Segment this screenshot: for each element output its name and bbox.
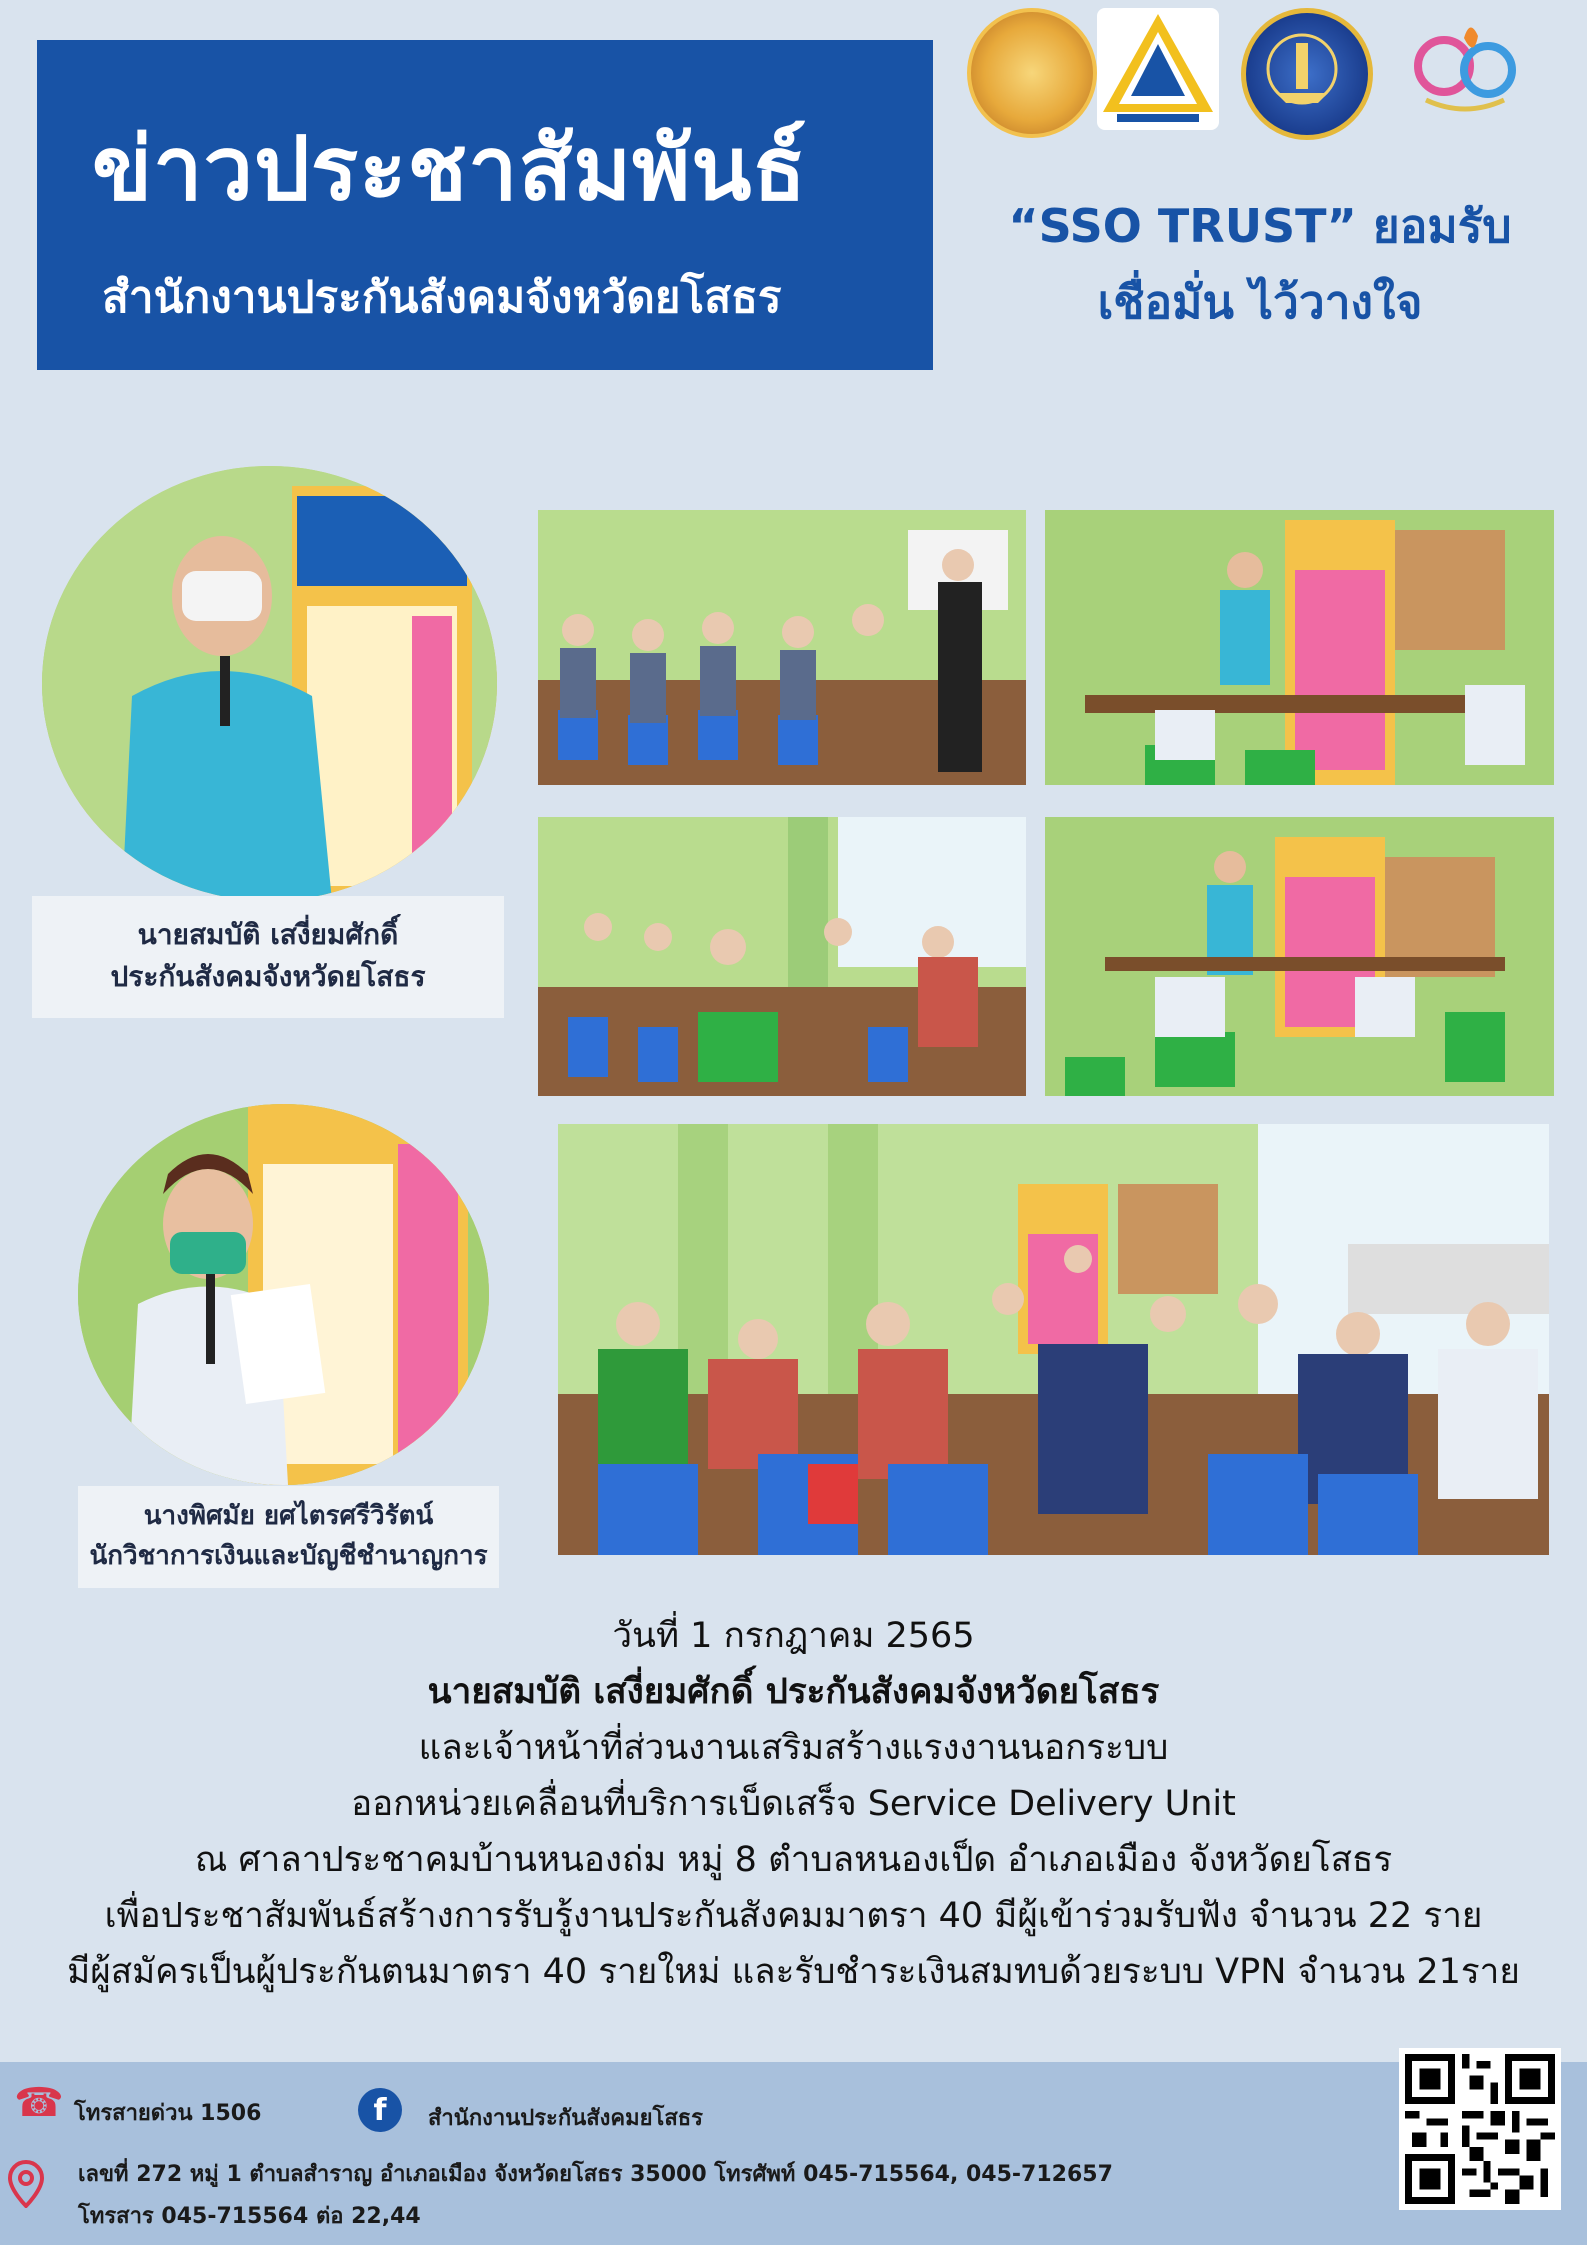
provincial-seal-logo	[1241, 8, 1373, 140]
caption-director-name: นายสมบัติ เสงี่ยมศักดิ์	[137, 918, 399, 951]
caption-director	[32, 896, 504, 1018]
article-date: วันที่ 1 กรกฎาคม 2565	[612, 1616, 975, 1656]
page-subtitle: สำนักงานประกันสังคมจังหวัดยโสธร	[102, 272, 782, 323]
facebook-page-link[interactable]: สำนักงานประกันสังคมยโสธร	[428, 2106, 703, 2131]
slogan-line-1: “SSO TRUST” ยอมรับ	[1008, 199, 1512, 253]
caption-director-title: ประกันสังคมจังหวัดยโสธร	[110, 960, 426, 993]
article-line-5: มีผู้สมัครเป็นผู้ประกันตนมาตรา 40 รายใหม่ และรับชำระเงินสมทบด้วยระบบ VPN จำนวน 21ราย	[67, 1952, 1520, 1992]
caption-officer-name: นางพิศมัย ยศไตรศรีวิรัตน์	[143, 1501, 434, 1531]
fax-text: โทรสาร 045-715564 ต่อ 22,44	[78, 2204, 421, 2229]
portrait-director	[42, 466, 497, 901]
sso-trust-slogan	[960, 188, 1560, 340]
qr-code[interactable]	[1399, 2048, 1561, 2210]
event-photo-1	[538, 510, 1026, 785]
event-photo-3	[538, 817, 1026, 1096]
phone-icon: ☎	[14, 2080, 64, 2126]
location-pin-icon	[8, 2160, 44, 2218]
article-line-2: ออกหน่วยเคลื่อนที่บริการเบ็ดเสร็จ Service Delivery Unit	[351, 1784, 1236, 1824]
article-line-4: เพื่อประชาสัมพันธ์สร้างการรับรู้งานประกันสังคมมาตรา 40 มีผู้เข้าร่วมรับฟัง จำนวน 22 ราย	[104, 1896, 1483, 1936]
yasothon-logo	[1404, 8, 1526, 130]
event-photo-4	[1045, 817, 1554, 1096]
facebook-icon[interactable]: f	[358, 2088, 402, 2132]
ministry-of-labour-logo	[967, 8, 1097, 138]
sso-logo	[1097, 8, 1219, 130]
article-headline: นายสมบัติ เสงี่ยมศักดิ์ ประกันสังคมจังหวัดยโสธร	[427, 1672, 1160, 1712]
article-line-1: และเจ้าหน้าที่ส่วนงานเสริมสร้างแรงงานนอกระบบ	[418, 1728, 1169, 1768]
page-title: ข่าวประชาสัมพันธ์	[92, 117, 808, 220]
slogan-line-2: เชื่อมั่น ไว้วางใจ	[1097, 275, 1423, 329]
event-photo-main	[558, 1124, 1549, 1555]
address-text: เลขที่ 272 หมู่ 1 ตำบลสำราญ อำเภอเมือง จังหวัดยโสธร 35000 โทรศัพท์ 045-715564, 045-712657	[78, 2162, 1113, 2187]
header-title-box	[37, 40, 933, 370]
hotline-text: โทรสายด่วน 1506	[74, 2101, 262, 2126]
event-photo-2	[1045, 510, 1554, 785]
article-line-3: ณ ศาลาประชาคมบ้านหนองถ่ม หมู่ 8 ตำบลหนองเป็ด อำเภอเมือง จังหวัดยโสธร	[194, 1840, 1393, 1880]
article-body	[0, 1608, 1587, 2000]
portrait-finance-officer	[78, 1104, 489, 1485]
caption-finance-officer	[78, 1486, 499, 1588]
caption-officer-title: นักวิชาการเงินและบัญชีชำนาญการ	[89, 1541, 488, 1571]
